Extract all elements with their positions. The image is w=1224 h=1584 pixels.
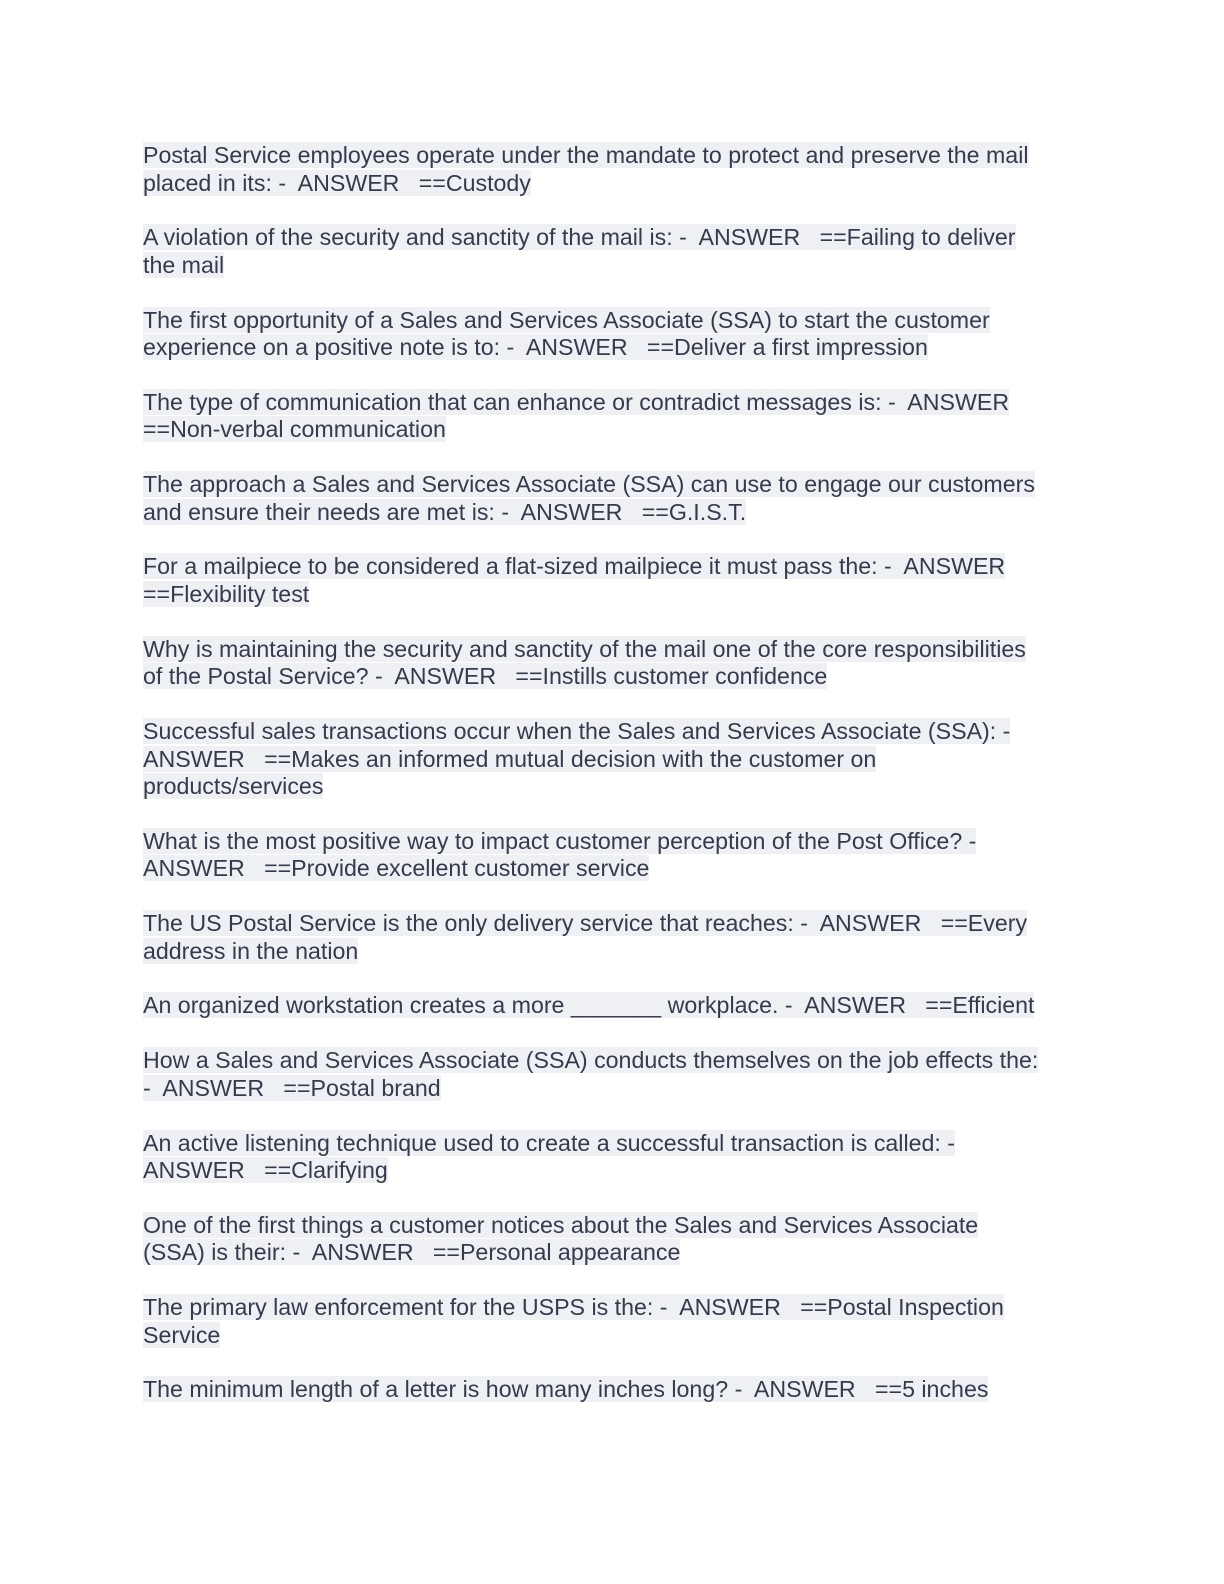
- qa-item-13: [143, 1130, 1083, 1185]
- qa-item-10: [143, 910, 1083, 965]
- qa-line: Successful sales transactions occur when the Sales and Services Associate (SSA): -: [143, 718, 1011, 745]
- qa-line: A violation of the security and sanctity of the mail is: - ANSWER ==Failing to deliver: [143, 224, 1016, 251]
- qa-line: ==Non-verbal communication: [143, 416, 446, 443]
- qa-line: experience on a positive note is to: - ANSWER ==Deliver a first impression: [143, 334, 928, 361]
- qa-line: Service: [143, 1321, 221, 1348]
- qa-item-15: [143, 1294, 1083, 1349]
- qa-item-14: [143, 1212, 1083, 1267]
- qa-line: The US Postal Service is the only delivery service that reaches: - ANSWER ==Every: [143, 910, 1028, 937]
- qa-line: One of the first things a customer notices about the Sales and Services Associate: [143, 1211, 979, 1238]
- qa-item-4: [143, 389, 1083, 444]
- qa-item-16: [143, 1376, 1083, 1404]
- qa-item-5: [143, 471, 1083, 526]
- qa-item-8: [143, 718, 1083, 801]
- qa-item-3: [143, 307, 1083, 362]
- qa-line: Why is maintaining the security and sanctity of the mail one of the core responsibilities: [143, 635, 1026, 662]
- qa-item-12: [143, 1047, 1083, 1102]
- document-page: [143, 142, 1083, 1431]
- qa-item-7: [143, 636, 1083, 691]
- qa-line: (SSA) is their: - ANSWER ==Personal appearance: [143, 1239, 681, 1266]
- qa-item-2: [143, 224, 1083, 279]
- qa-line: The approach a Sales and Services Associate (SSA) can use to engage our customers: [143, 471, 1035, 498]
- qa-item-1: [143, 142, 1083, 197]
- qa-line: - ANSWER ==Postal brand: [143, 1074, 441, 1101]
- qa-line: What is the most positive way to impact customer perception of the Post Office? -: [143, 827, 977, 854]
- qa-line: The minimum length of a letter is how many inches long? - ANSWER ==5 inches: [143, 1376, 989, 1403]
- qa-line: The type of communication that can enhance or contradict messages is: - ANSWER: [143, 388, 1010, 415]
- qa-line: Postal Service employees operate under the mandate to protect and preserve the mail: [143, 142, 1029, 168]
- qa-line: ANSWER ==Makes an informed mutual decision with the customer on: [143, 745, 877, 772]
- qa-line: How a Sales and Services Associate (SSA) conducts themselves on the job effects the:: [143, 1047, 1039, 1074]
- qa-line: An organized workstation creates a more _______ workplace. - ANSWER ==Efficient: [143, 992, 1035, 1019]
- qa-item-9: [143, 828, 1083, 883]
- qa-line: ==Flexibility test: [143, 580, 310, 607]
- qa-line: the mail: [143, 251, 225, 278]
- qa-line: address in the nation: [143, 937, 359, 964]
- qa-line: ANSWER ==Provide excellent customer service: [143, 855, 650, 882]
- qa-line: An active listening technique used to create a successful transaction is called: -: [143, 1129, 956, 1156]
- qa-line: of the Postal Service? - ANSWER ==Instills customer confidence: [143, 663, 828, 690]
- qa-line: The primary law enforcement for the USPS is the: - ANSWER ==Postal Inspection: [143, 1294, 1004, 1321]
- qa-line: For a mailpiece to be considered a flat-sized mailpiece it must pass the: - ANSWER: [143, 553, 1006, 580]
- qa-line: and ensure their needs are met is: - ANSWER ==G.I.S.T.: [143, 498, 747, 525]
- qa-line: The first opportunity of a Sales and Services Associate (SSA) to start the customer: [143, 306, 990, 333]
- qa-line: ANSWER ==Clarifying: [143, 1157, 388, 1184]
- qa-item-6: [143, 553, 1083, 608]
- qa-line: products/services: [143, 773, 324, 800]
- qa-item-11: [143, 992, 1083, 1020]
- qa-line: placed in its: - ANSWER ==Custody: [143, 169, 531, 196]
